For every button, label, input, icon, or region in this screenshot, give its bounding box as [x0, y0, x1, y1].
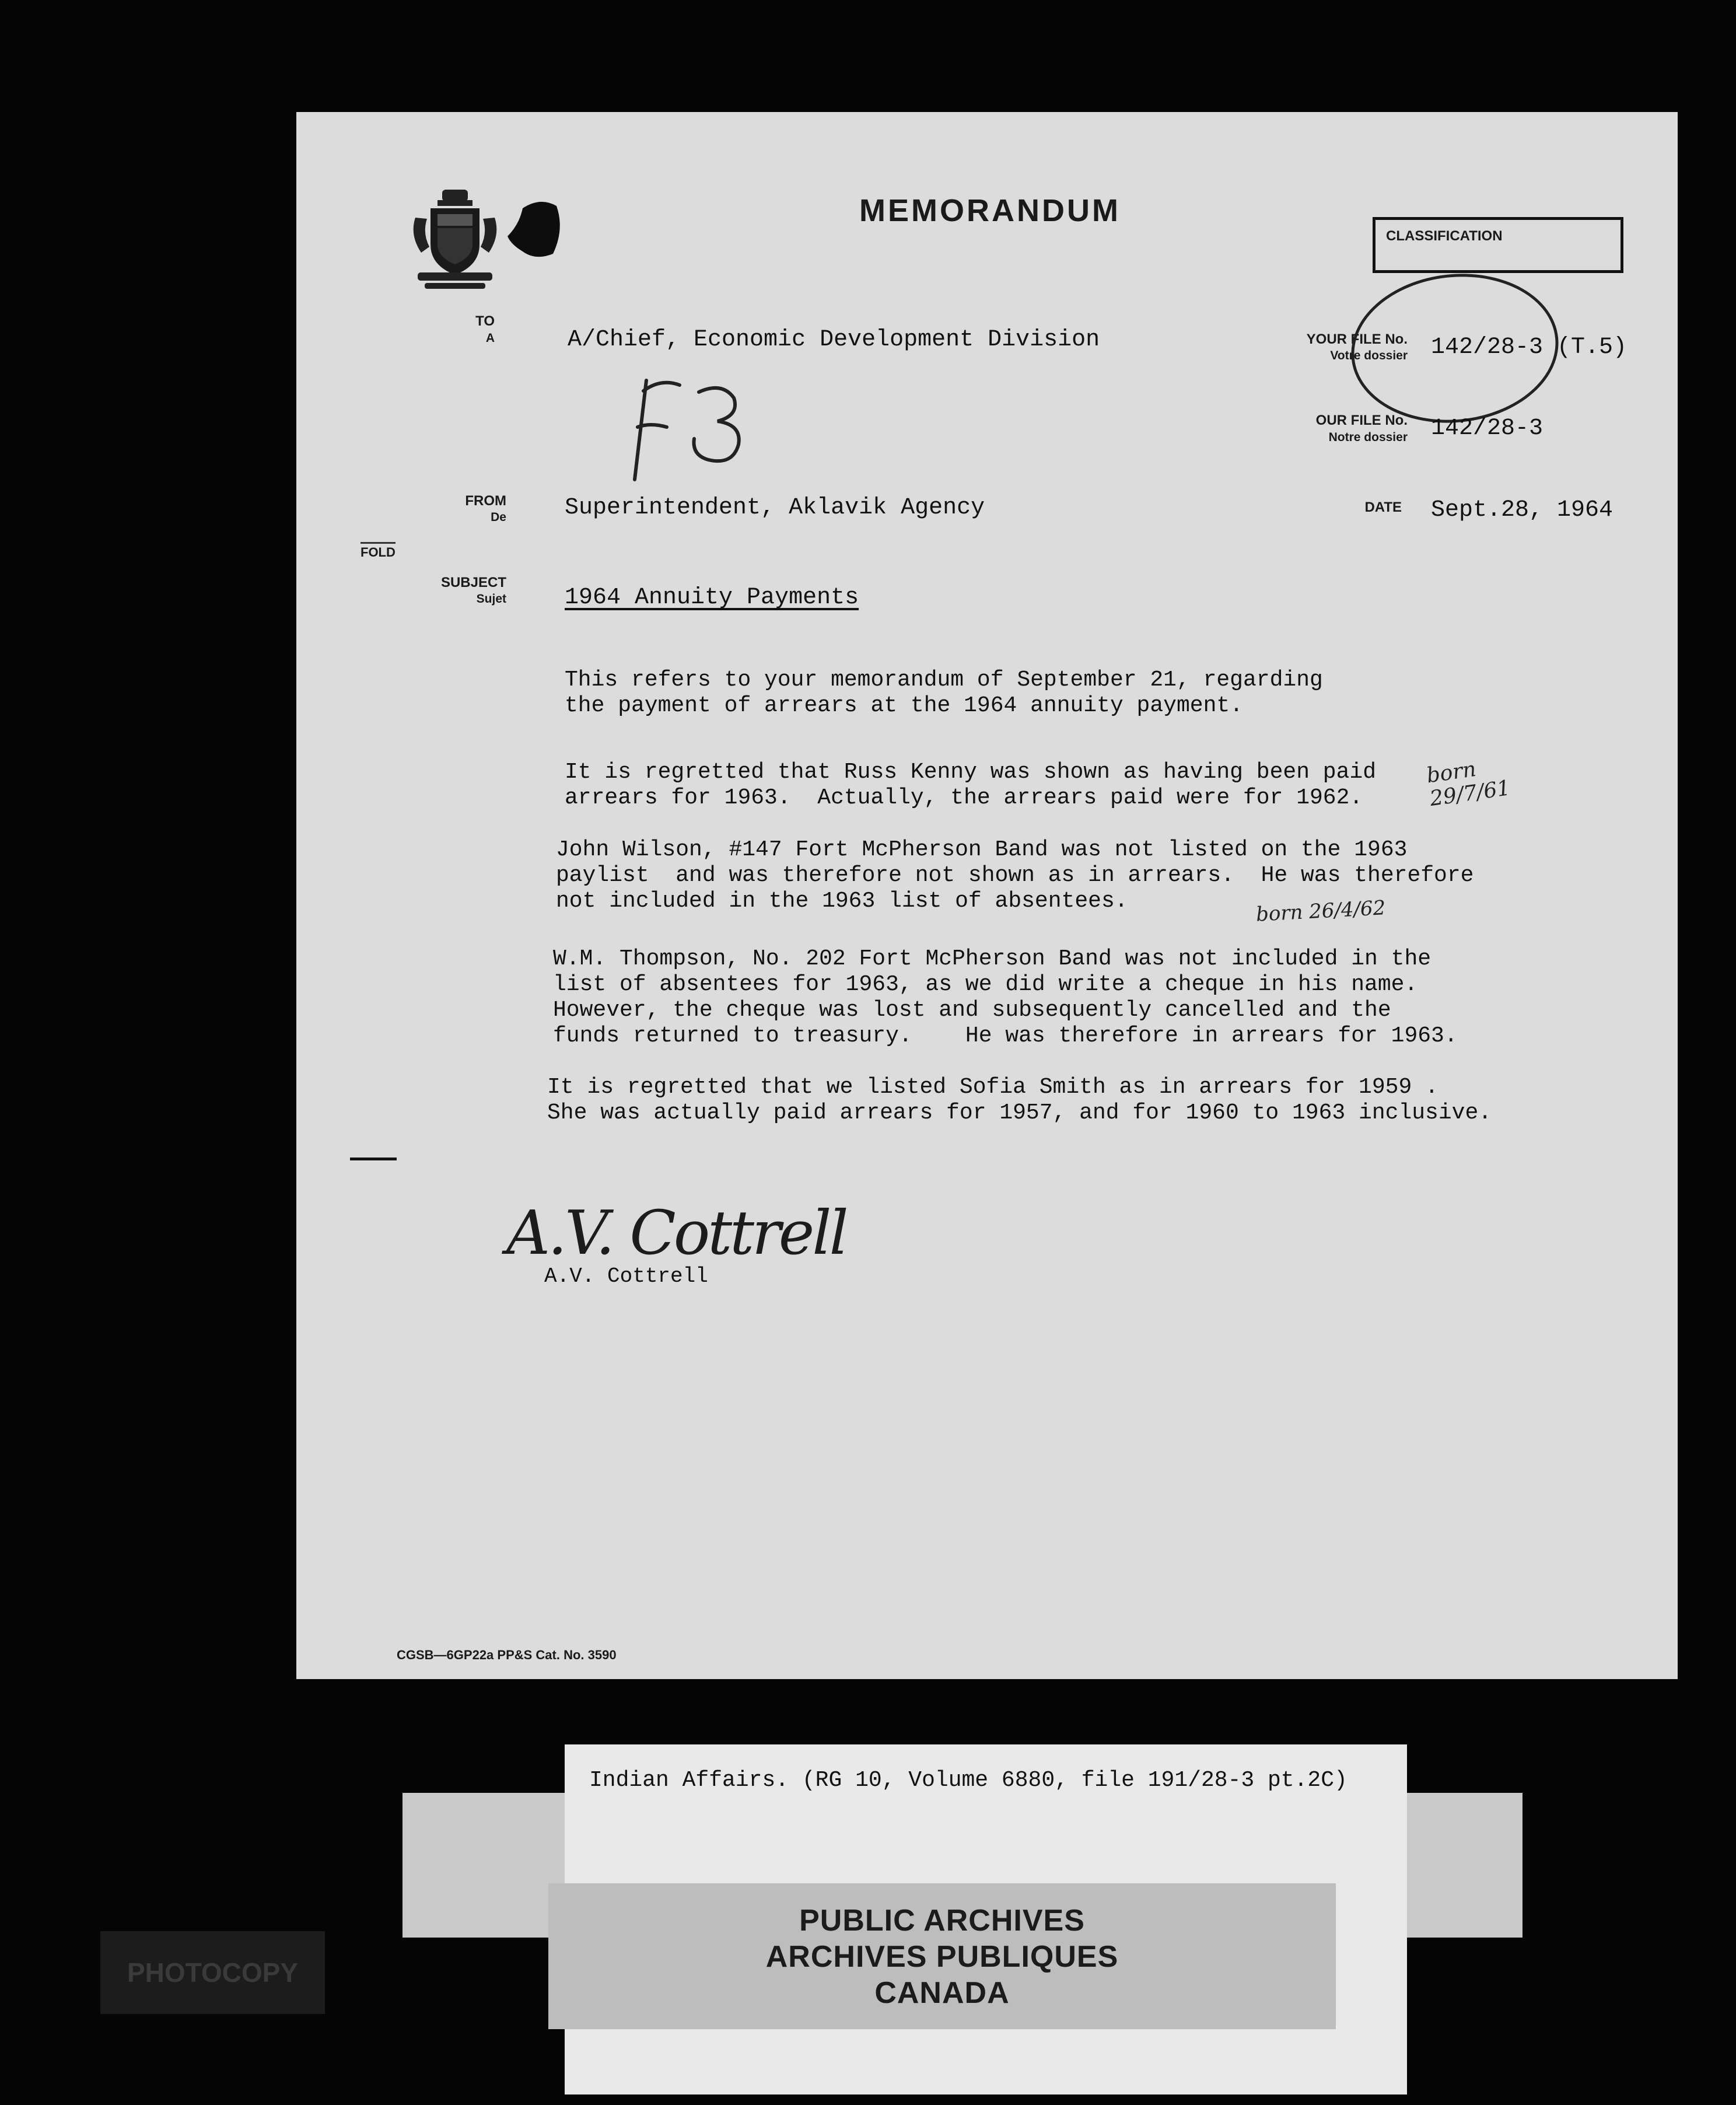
subject-value: 1964 Annuity Payments [565, 585, 859, 611]
subject-label-fr: Sujet [476, 592, 506, 606]
stamp-line-2: ARCHIVES PUBLIQUES [765, 1940, 1119, 1974]
paragraph-4: W.M. Thompson, No. 202 Fort McPherson Band was not included in the list of absentees for 1963, as we did write a cheque in his name. However, the cheque was lost and subsequently cancelled and the funds returned to treasury. He was therefore in arrears for 1963. [553, 946, 1458, 1048]
handwritten-note-1: born 29/7/61 [1425, 757, 1512, 812]
our-file-label: OUR FILE No. [1315, 412, 1408, 428]
coat-of-arms-icon [407, 185, 570, 302]
subject-label: SUBJECT [440, 575, 506, 590]
from-value: Superintendent, Aklavik Agency [565, 495, 985, 521]
from-label-fr: De [491, 510, 506, 524]
form-number: CGSB—6GP22a PP&S Cat. No. 3590 [397, 1648, 617, 1662]
date-value: Sept.28, 1964 [1431, 497, 1614, 523]
memo-sheet [296, 112, 1678, 1679]
to-value: A/Chief, Economic Development Division [568, 327, 1100, 353]
archive-reference: Indian Affairs. (RG 10, Volume 6880, file 191/28-3 pt.2C) [589, 1768, 1348, 1793]
margin-dash [350, 1158, 397, 1160]
paragraph-1: This refers to your memorandum of September 21, regarding the payment of arrears at the 1964 annuity payment. [565, 667, 1323, 718]
photocopy-mark: PHOTOCOPY [100, 1931, 325, 2014]
handwritten-circle [1344, 264, 1566, 433]
handwritten-initials [611, 369, 763, 491]
paragraph-5: It is regretted that we listed Sofia Smith as in arrears for 1959 . She was actually paid arrears for 1957, and for 1960 to 1963 inclusive. [547, 1075, 1492, 1125]
stamp-line-3: CANADA [874, 1976, 1010, 2010]
from-label: FROM [465, 493, 506, 509]
archive-stamp [548, 1883, 1336, 2029]
paragraph-2: It is regretted that Russ Kenny was shown as having been paid arrears for 1963. Actually, the arrears paid were for 1962. [565, 760, 1377, 810]
classification-box [1373, 217, 1623, 273]
memo-title: MEMORANDUM [859, 193, 1121, 228]
your-file-value: 142/28-3 (T.5) [1431, 334, 1628, 361]
your-file-label: YOUR FILE No. [1306, 331, 1408, 347]
handwritten-note-2: born 26/4/62 [1255, 896, 1387, 926]
paragraph-3: John Wilson, #147 Fort McPherson Band was not listed on the 1963 paylist and was therefore not shown as in arrears. He was therefore not included in the 1963 list of absentees. [556, 837, 1474, 914]
fold-label: FOLD [360, 542, 396, 560]
to-label-fr: A [485, 331, 495, 345]
classification-label: CLASSIFICATION [1386, 228, 1503, 244]
to-label: TO [475, 313, 495, 329]
signature: A.V. Cottrell [506, 1197, 846, 1268]
signatory-name: A.V. Cottrell [544, 1264, 708, 1288]
our-file-label-fr: Notre dossier [1328, 431, 1408, 444]
stamp-line-1: PUBLIC ARCHIVES [799, 1904, 1085, 1938]
our-file-value: 142/28-3 [1431, 415, 1544, 442]
date-label: DATE [1364, 499, 1402, 515]
your-file-label-fr: Votre dossier [1330, 349, 1408, 362]
